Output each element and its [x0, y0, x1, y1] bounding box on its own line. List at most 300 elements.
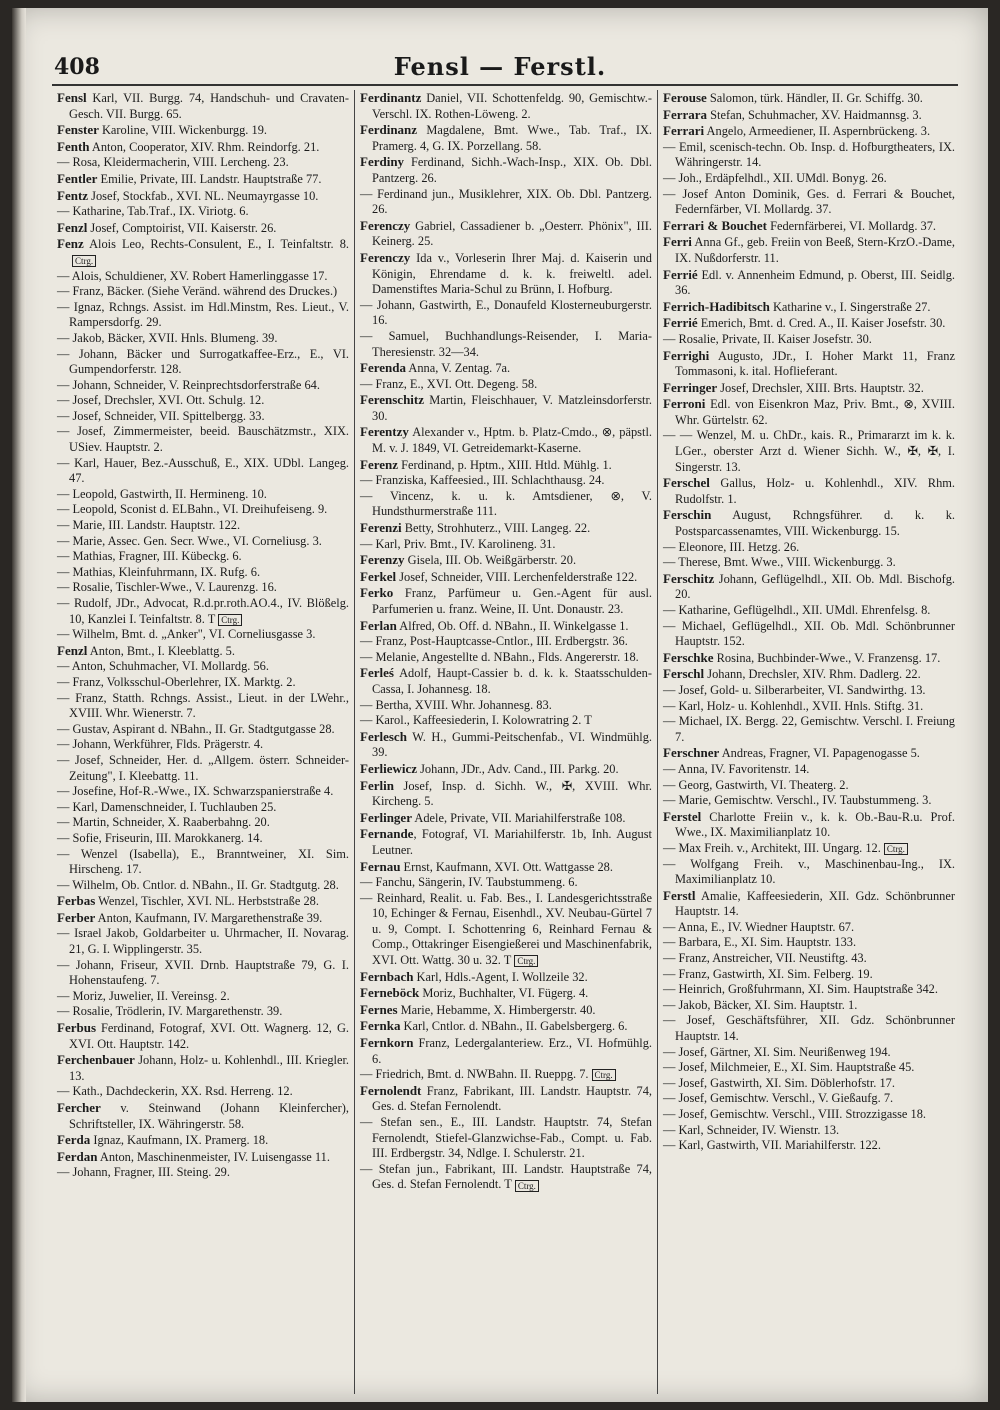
entry-text: — Karl, Priv. Bmt., IV. Karolineng. 31. [360, 536, 556, 551]
entry-surname: Ferschitz [663, 570, 715, 586]
directory-entry [663, 123, 955, 140]
directory-entry [57, 518, 349, 534]
directory-entry [57, 893, 349, 910]
entry-text: — Franz, Post-Hauptcasse-Cntlor., III. Erdbergstr. 36. [360, 634, 628, 649]
entry-text: W. H., Gummi-Peitschenfab., VI. Windmühlg. 39. [372, 729, 652, 760]
entry-text: — Vincenz, k. u. k. Amtsdiener, ⊗, V. Hundsthurmerstraße 111. [360, 488, 652, 519]
entry-text: Alexander v., Hptm. b. Platz-Cmdo., ⊗, päpstl. M. v. J. 1849, VI. Getreidemarkt-Kaserne. [372, 425, 652, 456]
entry-surname: Ferdinantz [360, 90, 422, 105]
entry-text: Ferdinand, Fotograf, XVI. Ott. Wagnerg. 12, G. XVI. Ott. Hauptstr. 142. [69, 1021, 349, 1051]
directory-entry [57, 989, 349, 1005]
directory-entry [360, 457, 652, 474]
entry-text: — Josef, Zimmermeister, beeid. Bauschätzmstr., XIX. USiev. Hauptstr. 2. [57, 424, 349, 455]
entry-text: Gallus, Holz- u. Kohlenhdl., XIV. Rhm. Rudolfstr. 1. [675, 476, 955, 506]
entry-text: — Josef, Milchmeier, E., XI. Sim. Hauptstraße 45. [663, 1060, 915, 1075]
directory-entry [57, 831, 349, 847]
entry-text: Karl, Cntlor. d. NBahn., II. Gabelsbergerg. 6. [400, 1019, 628, 1034]
entry-surname: Ferenzi [360, 520, 402, 536]
directory-entry [663, 1045, 955, 1061]
directory-entry [360, 634, 652, 650]
entry-surname: Ferda [57, 1132, 91, 1148]
directory-entry [57, 1165, 349, 1181]
entry-text: — Ignaz, Rchngs. Assist. im Hdl.Minstm, Res. Lieut., V. Rampersdorfg. 29. [57, 299, 349, 330]
entry-text: Martin, Fleischhauer, V. Matzleinsdorferstr. 30. [372, 393, 652, 423]
directory-entry [57, 122, 349, 139]
directory-entry [663, 234, 955, 266]
entry-text: — Rosalie, Tischler-Wwe., V. Laurenzg. 16. [57, 580, 277, 595]
directory-entry [663, 982, 955, 998]
entry-surname: Ferlin [360, 777, 394, 793]
entry-text: Josef, Drechsler, XIII. Brts. Hauptstr. 32. [717, 380, 924, 395]
entry-text: — Therese, Bmt. Wwe., VIII. Wickenburgg. 3. [663, 555, 896, 570]
entry-text: Johann, Holz- u. Kohlenhdl., III. Kriegler. 13. [69, 1053, 349, 1083]
directory-entry [663, 857, 955, 888]
entry-surname: Ferrara [663, 106, 708, 122]
directory-entry [57, 487, 349, 503]
entry-text: — Franziska, Kaffeesied., III. Schlachthausg. 24. [360, 473, 605, 488]
directory-entry [57, 691, 349, 722]
entry-surname: Fentz [57, 187, 89, 203]
entry-text: , Fotograf, VI. Mariahilferstr. 1b, Inh. August Leutner. [372, 827, 652, 857]
entry-surname: Ferschke [663, 649, 714, 665]
entry-text: — Karl, Holz- u. Kohlenhdl., XVII. Hnls. Stiftg. 31. [663, 698, 924, 713]
text-columns [52, 90, 960, 1394]
entry-surname: Ferdiny [360, 154, 405, 170]
directory-entry [57, 347, 349, 378]
entry-text: — Michael, IX. Bergg. 22, Gemischtw. Verschl. I. Freiung 7. [663, 714, 955, 744]
page-edge-shadow [12, 8, 26, 1402]
entry-text: Anna Gf., geb. Freiin von Beeß, Stern-KrzO.-Dame, IX. Nußdorferstr. 11. [675, 235, 955, 265]
entry-text: — Josef Anton Dominik, Ges. d. Ferrari & Bouchet, Federnfärber, VI. Mollardg. 37. [663, 186, 955, 217]
directory-entry [663, 967, 955, 983]
entry-text: Alfred, Ob. Off. d. NBahn., II. Winkelgasse 1. [396, 618, 629, 633]
directory-entry [360, 473, 652, 489]
entry-surname: Ferliewicz [360, 760, 418, 776]
entry-surname: Ferringer [663, 379, 718, 395]
entry-text: — Sofie, Friseurin, III. Marokkanerg. 14. [57, 830, 263, 845]
directory-entry [360, 392, 652, 424]
entry-text: — Karl, Damenschneider, I. Tuchlauben 25. [57, 799, 277, 814]
directory-entry [360, 377, 652, 393]
entry-surname: Ferleś [360, 665, 394, 681]
entry-surname: Ferenczy [360, 217, 411, 233]
entry-text: — Stefan sen., E., III. Landstr. Hauptstr. 74, Stefan Fernolendt, Stiefel-Glanzwichse-Fab., Compt. u. Fab. III. Erdbergstr. 34, Ndlge. I. Schulerstr. 21. [360, 1115, 652, 1161]
entry-text: Josef, Comptoirist, VII. Kaiserstr. 26. [87, 220, 277, 235]
entry-text: Anton, Bmt., I. Kleeblattg. 5. [87, 643, 235, 658]
directory-entry [57, 300, 349, 331]
entry-text: — Franz, Volksschul-Oberlehrer, IX. Marktg. 2. [57, 674, 296, 689]
entry-text: — Johann, Fragner, III. Steing. 29. [57, 1165, 230, 1180]
entry-text: Edl. v. Annenheim Edmund, p. Oberst, III. Seidlg. 36. [675, 267, 955, 298]
entry-text: Johann, Drechsler, XIV. Rhm. Dadlerg. 22. [704, 667, 921, 682]
directory-entry [663, 666, 955, 683]
entry-text: — Jakob, Bäcker, XI. Sim. Hauptstr. 1. [663, 997, 858, 1012]
entry-text: — Reinhard, Realit. u. Fab. Bes., I. Landesgerichtsstraße 10, Echinger & Fernau, Eisenhdl., XV. Neubau-Gürtel 7 u. 9, Compt. I. Schottenring 6, Reinhard Fernau & Comp., Ottakringer Eisengießerei und Maschinenfabrik, XVI. Ott. Wattg. 30 u. 32. T [360, 890, 652, 968]
directory-entry [360, 218, 652, 250]
entry-text: — Franz, Anstreicher, VII. Neustiftg. 43. [663, 951, 867, 966]
directory-entry [57, 269, 349, 285]
page-title: Fensl — Ferstl. [393, 52, 607, 81]
directory-entry [360, 665, 652, 697]
directory-entry [360, 1115, 652, 1162]
directory-entry [663, 793, 955, 809]
directory-entry [57, 171, 349, 188]
entry-text: Josef, Stockfab., XVI. NL. Neumayrgasse 10. [88, 188, 319, 203]
directory-entry [663, 619, 955, 650]
telephone-mark: Ctrg. [72, 255, 96, 267]
entry-text: — Melanie, Angestellte d. NBahn., Flds. Angererstr. 18. [360, 649, 639, 664]
directory-entry [360, 891, 652, 969]
entry-text: — Eleonore, III. Hetzg. 26. [663, 539, 800, 554]
entry-surname: Ferenschitz [360, 392, 425, 408]
directory-entry [57, 878, 349, 894]
entry-text: Angelo, Armeediener, II. Aspernbrückeng. 3. [704, 124, 931, 139]
entry-surname: Ferrari [663, 123, 705, 139]
directory-entry [57, 659, 349, 675]
entry-surname: Ferschl [663, 666, 705, 682]
entry-text: — Friedrich, Bmt. d. NWBahn. II. Rueppg. 7. [360, 1067, 589, 1082]
entry-surname: Fentler [57, 170, 98, 186]
directory-entry [57, 800, 349, 816]
directory-entry [663, 745, 955, 762]
entry-text: — Johann, Schneider, V. Reinprechtsdorferstraße 64. [57, 377, 320, 392]
entry-text: — Wilhelm, Ob. Cntlor. d. NBahn., II. Gr. Stadtgutg. 28. [57, 877, 339, 892]
directory-entry [57, 580, 349, 596]
entry-text: — Joh., Erdäpfelhdl., XII. UMdl. Bonyg. 26. [663, 170, 887, 185]
directory-entry [360, 537, 652, 553]
entry-text: — Karol., Kaffeesiederin, I. Kolowratring 2. T [360, 713, 592, 728]
directory-entry [57, 204, 349, 220]
entry-text: Federnfärberei, VI. Mollardg. 37. [766, 218, 937, 233]
entry-text: Anna, V. Zentag. 7a. [405, 361, 511, 376]
directory-entry [57, 90, 349, 122]
directory-entry [57, 1084, 349, 1100]
telephone-mark: Ctrg. [592, 1069, 616, 1081]
entry-surname: Ferdinanz [360, 122, 418, 138]
directory-page [12, 8, 988, 1402]
directory-entry [663, 841, 955, 857]
entry-surname: Ferrari & Bouchet [663, 217, 767, 233]
entry-text: — Marie, Assec. Gen. Secr. Wwe., VI. Corneliusg. 3. [57, 533, 322, 548]
directory-entry [57, 565, 349, 581]
column-right [657, 90, 960, 1394]
entry-text: — Alois, Schuldiener, XV. Robert Hamerlinggasse 17. [57, 268, 328, 283]
entry-text: — Josef, Drechsler, XVI. Ott. Schulg. 12. [57, 393, 265, 408]
directory-entry [57, 534, 349, 550]
directory-entry [663, 998, 955, 1014]
entry-surname: Ferrich-Hadibitsch [663, 298, 770, 314]
directory-entry [663, 315, 955, 332]
entry-surname: Fenzl [57, 219, 88, 235]
directory-entry [57, 627, 349, 643]
directory-entry [57, 1004, 349, 1020]
directory-entry [360, 1002, 652, 1019]
directory-entry [663, 332, 955, 348]
entry-text: Adolf, Haupt-Cassier b. d. k. k. Staatsschulden-Cassa, I. Johannesg. 18. [372, 666, 652, 696]
entry-text: — Rosa, Kleidermacherin, VIII. Lercheng. 23. [57, 155, 289, 170]
entry-surname: Ferbas [57, 893, 96, 909]
entry-text: Gisela, III. Ob. Weißgärberstr. 20. [404, 553, 577, 568]
directory-entry [663, 951, 955, 967]
directory-entry [360, 298, 652, 329]
entry-text: Moriz, Buchhalter, VI. Fügerg. 4. [419, 986, 589, 1001]
entry-text: Salomon, türk. Händler, II. Gr. Schiffg. 30. [706, 91, 923, 105]
entry-text: — Franz, E., XVI. Ott. Degeng. 58. [360, 376, 538, 391]
directory-entry [360, 1035, 652, 1067]
directory-entry [360, 250, 652, 298]
directory-entry [57, 847, 349, 878]
directory-entry [663, 380, 955, 397]
directory-entry [663, 650, 955, 667]
entry-text: — Stefan jun., Fabrikant, III. Landstr. Hauptstraße 74, Ges. d. Stefan Fernolendt. T [360, 1161, 652, 1192]
entry-surname: Ferenczy [360, 249, 411, 265]
entry-text: Johann, JDr., Adv. Cand., III. Parkg. 20. [417, 761, 619, 776]
entry-text: — Franz, Gastwirth, XI. Sim. Felberg. 19. [663, 966, 873, 981]
entry-surname: Fenster [57, 122, 99, 138]
directory-entry [57, 926, 349, 957]
entry-surname: Fernande [360, 826, 414, 842]
entry-text: Franz, Fabrikant, III. Landstr. Hauptstr. 74, Ges. d. Stefan Fernolendt. [372, 1083, 652, 1114]
entry-text: — Wilhelm, Bmt. d. „Anker", VI. Corneliusgasse 3. [57, 627, 316, 642]
directory-entry [360, 875, 652, 891]
directory-entry [360, 489, 652, 520]
entry-text: — Moriz, Juwelier, II. Vereinsg. 2. [57, 988, 230, 1003]
entry-text: Ida v., Vorleserin Ihrer Maj. d. Kaiserin und Königin, Ehrendame d. k. k. freiweltl. adel. Damenstiftes Maria-Schul zu Brünn, I. Hofburg. [372, 250, 652, 297]
entry-surname: Fernes [360, 1001, 398, 1017]
entry-text: — Josef, Gärtner, XI. Sim. Neurißenweg 194. [663, 1044, 891, 1059]
entry-surname: Fernkorn [360, 1035, 414, 1051]
entry-text: Gabriel, Cassadiener b. „Oesterr. Phönix", III. Keinerg. 25. [372, 218, 652, 249]
entry-text: — Heinrich, Großfuhrmann, XI. Sim. Hauptstraße 342. [663, 982, 938, 997]
entry-surname: Ferenzy [360, 552, 405, 568]
entry-text: — Josefine, Hof-R.-Wwe., IX. Schwarzspanierstraße 4. [57, 784, 334, 799]
directory-entry [663, 171, 955, 187]
directory-entry [57, 722, 349, 738]
entry-surname: Ferbus [57, 1020, 96, 1036]
entry-surname: Fernbach [360, 968, 414, 984]
entry-text: — Rudolf, JDr., Advocat, R.d.pr.roth.AO.4., IV. Blößelg. 10, Kanzlei I. Teinfaltstr. 8. T [57, 596, 349, 626]
entry-text: Charlotte Freiin v., k. k. Ob.-Bau-R.u. Prof. Wwe., IX. Maximilianplatz 10. [675, 809, 955, 840]
directory-entry [360, 698, 652, 714]
directory-entry [57, 424, 349, 455]
directory-entry [360, 969, 652, 986]
entry-text: — Rosalie, Private, II. Kaiser Josefstr. 30. [663, 331, 872, 346]
entry-text: — Israel Jakob, Goldarbeiter u. Uhrmacher, II. Novarag. 21, G. I. Wipplingerstr. 35. [57, 926, 349, 957]
directory-entry [663, 187, 955, 218]
entry-surname: Fenzl [57, 642, 88, 658]
entry-surname: Ferlan [360, 617, 397, 633]
directory-entry [663, 507, 955, 539]
entry-text: Katharine v., I. Singerstraße 27. [769, 299, 931, 314]
directory-entry [57, 643, 349, 660]
directory-entry [360, 585, 652, 617]
directory-entry [57, 958, 349, 989]
entry-surname: Ferko [360, 585, 394, 601]
entry-text: — Martin, Schneider, X. Raaberbahng. 20. [57, 815, 270, 830]
directory-entry [663, 920, 955, 936]
directory-entry [57, 675, 349, 691]
directory-entry [57, 378, 349, 394]
entry-text: Karl, VII. Burgg. 74, Handschuh- und Cravaten-Gesch. VII. Burgg. 65. [69, 91, 349, 121]
entry-text: Karoline, VIII. Wickenburgg. 19. [98, 123, 267, 138]
entry-text: Adele, Private, VII. Mariahilferstraße 108. [411, 810, 626, 825]
entry-text: — Josef, Schneider, VII. Spittelbergg. 33. [57, 408, 265, 423]
entry-text: Franz, Parfümeur u. Gen.-Agent für ausl. Parfumerien u. franz. Weine, II. Unt. Donaustr. 23. [372, 586, 652, 616]
entry-text: Anton, Cooperator, XIV. Rhm. Reindorfg. 21. [89, 139, 320, 154]
entry-surname: Fernau [360, 858, 401, 874]
directory-entry [360, 761, 652, 778]
directory-entry [663, 396, 955, 428]
entry-text: Wenzel, Tischler, XVI. NL. Herbststraße 28. [95, 894, 319, 909]
entry-text: — Fanchu, Sängerin, IV. Taubstummeng. 6. [360, 875, 578, 890]
entry-text: — Barbara, E., XI. Sim. Hauptstr. 133. [663, 935, 857, 950]
entry-text: Anton, Maschinenmeister, IV. Luisengasse 11. [97, 1149, 330, 1164]
entry-surname: Ferneböck [360, 985, 420, 1001]
entry-text: Stefan, Schuhmacher, XV. Haidmannsg. 3. [707, 107, 922, 122]
entry-surname: Ferschner [663, 745, 720, 761]
entry-text: — Max Freih. v., Architekt, III. Ungarg. 12. [663, 840, 881, 855]
entry-text: — Wenzel (Isabella), E., Branntweiner, XI. Sim. Hirscheng. 17. [57, 846, 349, 877]
entry-surname: Fernolendt [360, 1082, 422, 1098]
directory-entry [663, 555, 955, 571]
entry-text: v. Steinwand (Johann Kleinfercher), Schriftsteller, IX. Währingerstr. 58. [69, 1101, 349, 1131]
entry-text: — Mathias, Kleinfuhrmann, IX. Rufg. 6. [57, 564, 261, 579]
directory-entry [663, 1060, 955, 1076]
header-rule [52, 84, 958, 86]
directory-entry [57, 815, 349, 831]
directory-entry [663, 683, 955, 699]
directory-entry [360, 329, 652, 360]
directory-entry [57, 753, 349, 784]
entry-text: — Jakob, Bäcker, XVII. Hnls. Blumeng. 39. [57, 330, 278, 345]
directory-entry [57, 236, 349, 268]
directory-entry [360, 187, 652, 218]
entry-text: Anton, Kaufmann, IV. Margarethenstraße 39. [95, 910, 323, 925]
entry-text: Josef, Insp. d. Sichh. W., ✠, XVIII. Whr. Kircheng. 5. [372, 778, 652, 809]
directory-entry [360, 424, 652, 456]
directory-entry [57, 549, 349, 565]
directory-entry [360, 154, 652, 186]
entry-text: — Johann, Bäcker und Surrogatkaffee-Erz., E., VI. Gumpendorferstr. 128. [57, 346, 349, 377]
directory-entry [360, 810, 652, 827]
entry-text: Ferdinand, p. Hptm., XIII. Htld. Mühlg. 1. [398, 457, 612, 472]
entry-text: Augusto, JDr., I. Hoher Markt 11, Franz Tommasoni, k. ital. Hoflieferant. [675, 348, 955, 379]
entry-surname: Ferchenbauer [57, 1052, 135, 1068]
directory-entry [663, 571, 955, 603]
entry-surname: Ferstel [663, 808, 702, 824]
entry-text: — Gustav, Aspirant d. NBahn., II. Gr. Stadtgutgasse 28. [57, 721, 335, 736]
entry-text: — Leopold, Sconist d. ELBahn., VI. Dreihufeiseng. 9. [57, 502, 328, 517]
entry-text: Alois Leo, Rechts-Consulent, E., I. Teinfaltstr. 8. [83, 237, 349, 252]
directory-entry [57, 284, 349, 300]
entry-surname: Fercher [57, 1100, 101, 1115]
entry-surname: Ferlesch [360, 728, 407, 744]
directory-entry [57, 1052, 349, 1084]
entry-text: — Bertha, XVIII. Whr. Johannesg. 83. [360, 697, 552, 712]
directory-entry [663, 107, 955, 124]
column-middle [354, 90, 657, 1394]
directory-entry [57, 910, 349, 927]
entry-text: Franz, Ledergalanteriew. Erz., VI. Hofmühlg. 6. [372, 1036, 652, 1066]
entry-surname: Fernka [360, 1018, 401, 1034]
directory-entry [360, 569, 652, 586]
entry-surname: Ferroni [663, 396, 706, 412]
entry-surname: Fenth [57, 138, 90, 154]
entry-surname: Ferber [57, 909, 96, 925]
entry-text: — Josef, Gold- u. Silberarbeiter, VI. Sandwirthg. 13. [663, 682, 926, 697]
directory-entry [663, 1076, 955, 1092]
directory-entry [57, 220, 349, 237]
entry-text: Emerich, Bmt. d. Cred. A., II. Kaiser Josefstr. 30. [697, 316, 946, 331]
entry-text: — Karl, Schneider, IV. Wienstr. 13. [663, 1122, 840, 1137]
directory-entry [360, 1067, 652, 1083]
entry-text: — — Wenzel, M. u. ChDr., kais. R., Primararzt im k. k. LGer., oberster Arzt d. Wiener Sichh. W., ✠, ✠, I. Singerstr. 13. [663, 428, 955, 474]
telephone-mark: Ctrg. [218, 614, 242, 626]
directory-entry [57, 1100, 349, 1132]
entry-text: — Josef, Geschäftsführer, XII. Gdz. Schönbrunner Hauptstr. 14. [663, 1013, 955, 1044]
entry-text: Emilie, Private, III. Landstr. Hauptstraße 77. [97, 171, 322, 186]
entry-text: — Wolfgang Freih. v., Maschinenbau-Ing., IX. Maximilianplatz 10. [663, 856, 955, 887]
entry-text: — Michael, Geflügelhdl., XII. Ob. Mdl. Schönbrunner Hauptstr. 152. [663, 618, 955, 649]
entry-text: Amalie, Kaffeesiederin, XII. Gdz. Schönbrunner Hauptstr. 14. [675, 888, 955, 919]
entry-surname: Ferdan [57, 1148, 98, 1164]
entry-surname: Ferschin [663, 507, 712, 523]
entry-text: Josef, Schneider, VIII. Lerchenfelderstraße 122. [396, 569, 638, 584]
entry-surname: Fensl [57, 90, 87, 105]
directory-entry [663, 140, 955, 171]
telephone-mark: Ctrg. [514, 955, 538, 967]
entry-text: — Katharine, Geflügelhdl., XII. UMdl. Ehrenfelsg. 8. [663, 603, 931, 617]
entry-text: — Kath., Dachdeckerin, XX. Rsd. Herreng. 12. [57, 1084, 293, 1099]
entry-text: Rosina, Buchbinder-Wwe., V. Franzensg. 17. [713, 650, 941, 665]
entry-text: Marie, Hebamme, X. Himbergerstr. 40. [397, 1002, 596, 1017]
entry-surname: Ferkel [360, 568, 397, 584]
directory-entry [663, 1138, 955, 1154]
directory-entry [663, 778, 955, 794]
page-number: 408 [54, 54, 100, 80]
entry-text: — Samuel, Buchhandlungs-Reisender, I. Maria-Theresienstr. 32—34. [360, 328, 652, 359]
directory-entry [663, 762, 955, 778]
directory-entry [360, 985, 652, 1002]
directory-entry [360, 1162, 652, 1193]
directory-entry [663, 348, 955, 380]
directory-entry [360, 1083, 652, 1115]
directory-entry [360, 826, 652, 858]
entry-text: — Josef, Gastwirth, XI. Sim. Döblerhofstr. 17. [663, 1075, 895, 1090]
entry-surname: Ferenz [360, 456, 399, 472]
directory-entry [663, 1013, 955, 1044]
entry-text: — Ferdinand jun., Musiklehrer, XIX. Ob. Dbl. Pantzerg. 26. [360, 186, 652, 217]
directory-entry [663, 1091, 955, 1107]
page-header [12, 46, 988, 86]
directory-entry [57, 393, 349, 409]
entry-text: — Franz, Bäcker. (Siehe Veränd. während des Druckes.) [57, 284, 338, 299]
directory-entry [663, 428, 955, 475]
entry-text: — Marie, Gemischtw. Verschl., IV. Taubstummeng. 3. [663, 793, 932, 808]
telephone-mark: Ctrg. [515, 1180, 539, 1192]
entry-text: — Josef, Schneider, Her. d. „Allgem. österr. Schneider-Zeitung", I. Kleebattg. 11. [57, 752, 349, 783]
directory-entry [663, 267, 955, 299]
entry-surname: Fenz [57, 236, 84, 252]
directory-entry [57, 409, 349, 425]
telephone-mark: Ctrg. [884, 843, 908, 855]
directory-entry [663, 809, 955, 841]
entry-text: — Johann, Gastwirth, E., Donaufeld Klosterneuburgerstr. 16. [360, 297, 652, 328]
directory-entry [360, 618, 652, 635]
entry-text: August, Rchngsführer. d. k. k. Postsparcassenamtes, VIII. Wickenburgg. 15. [675, 508, 955, 539]
directory-entry [360, 778, 652, 810]
entry-text: — Josef, Gemischtw. Verschl., VIII. Strozzigasse 18. [663, 1107, 927, 1121]
